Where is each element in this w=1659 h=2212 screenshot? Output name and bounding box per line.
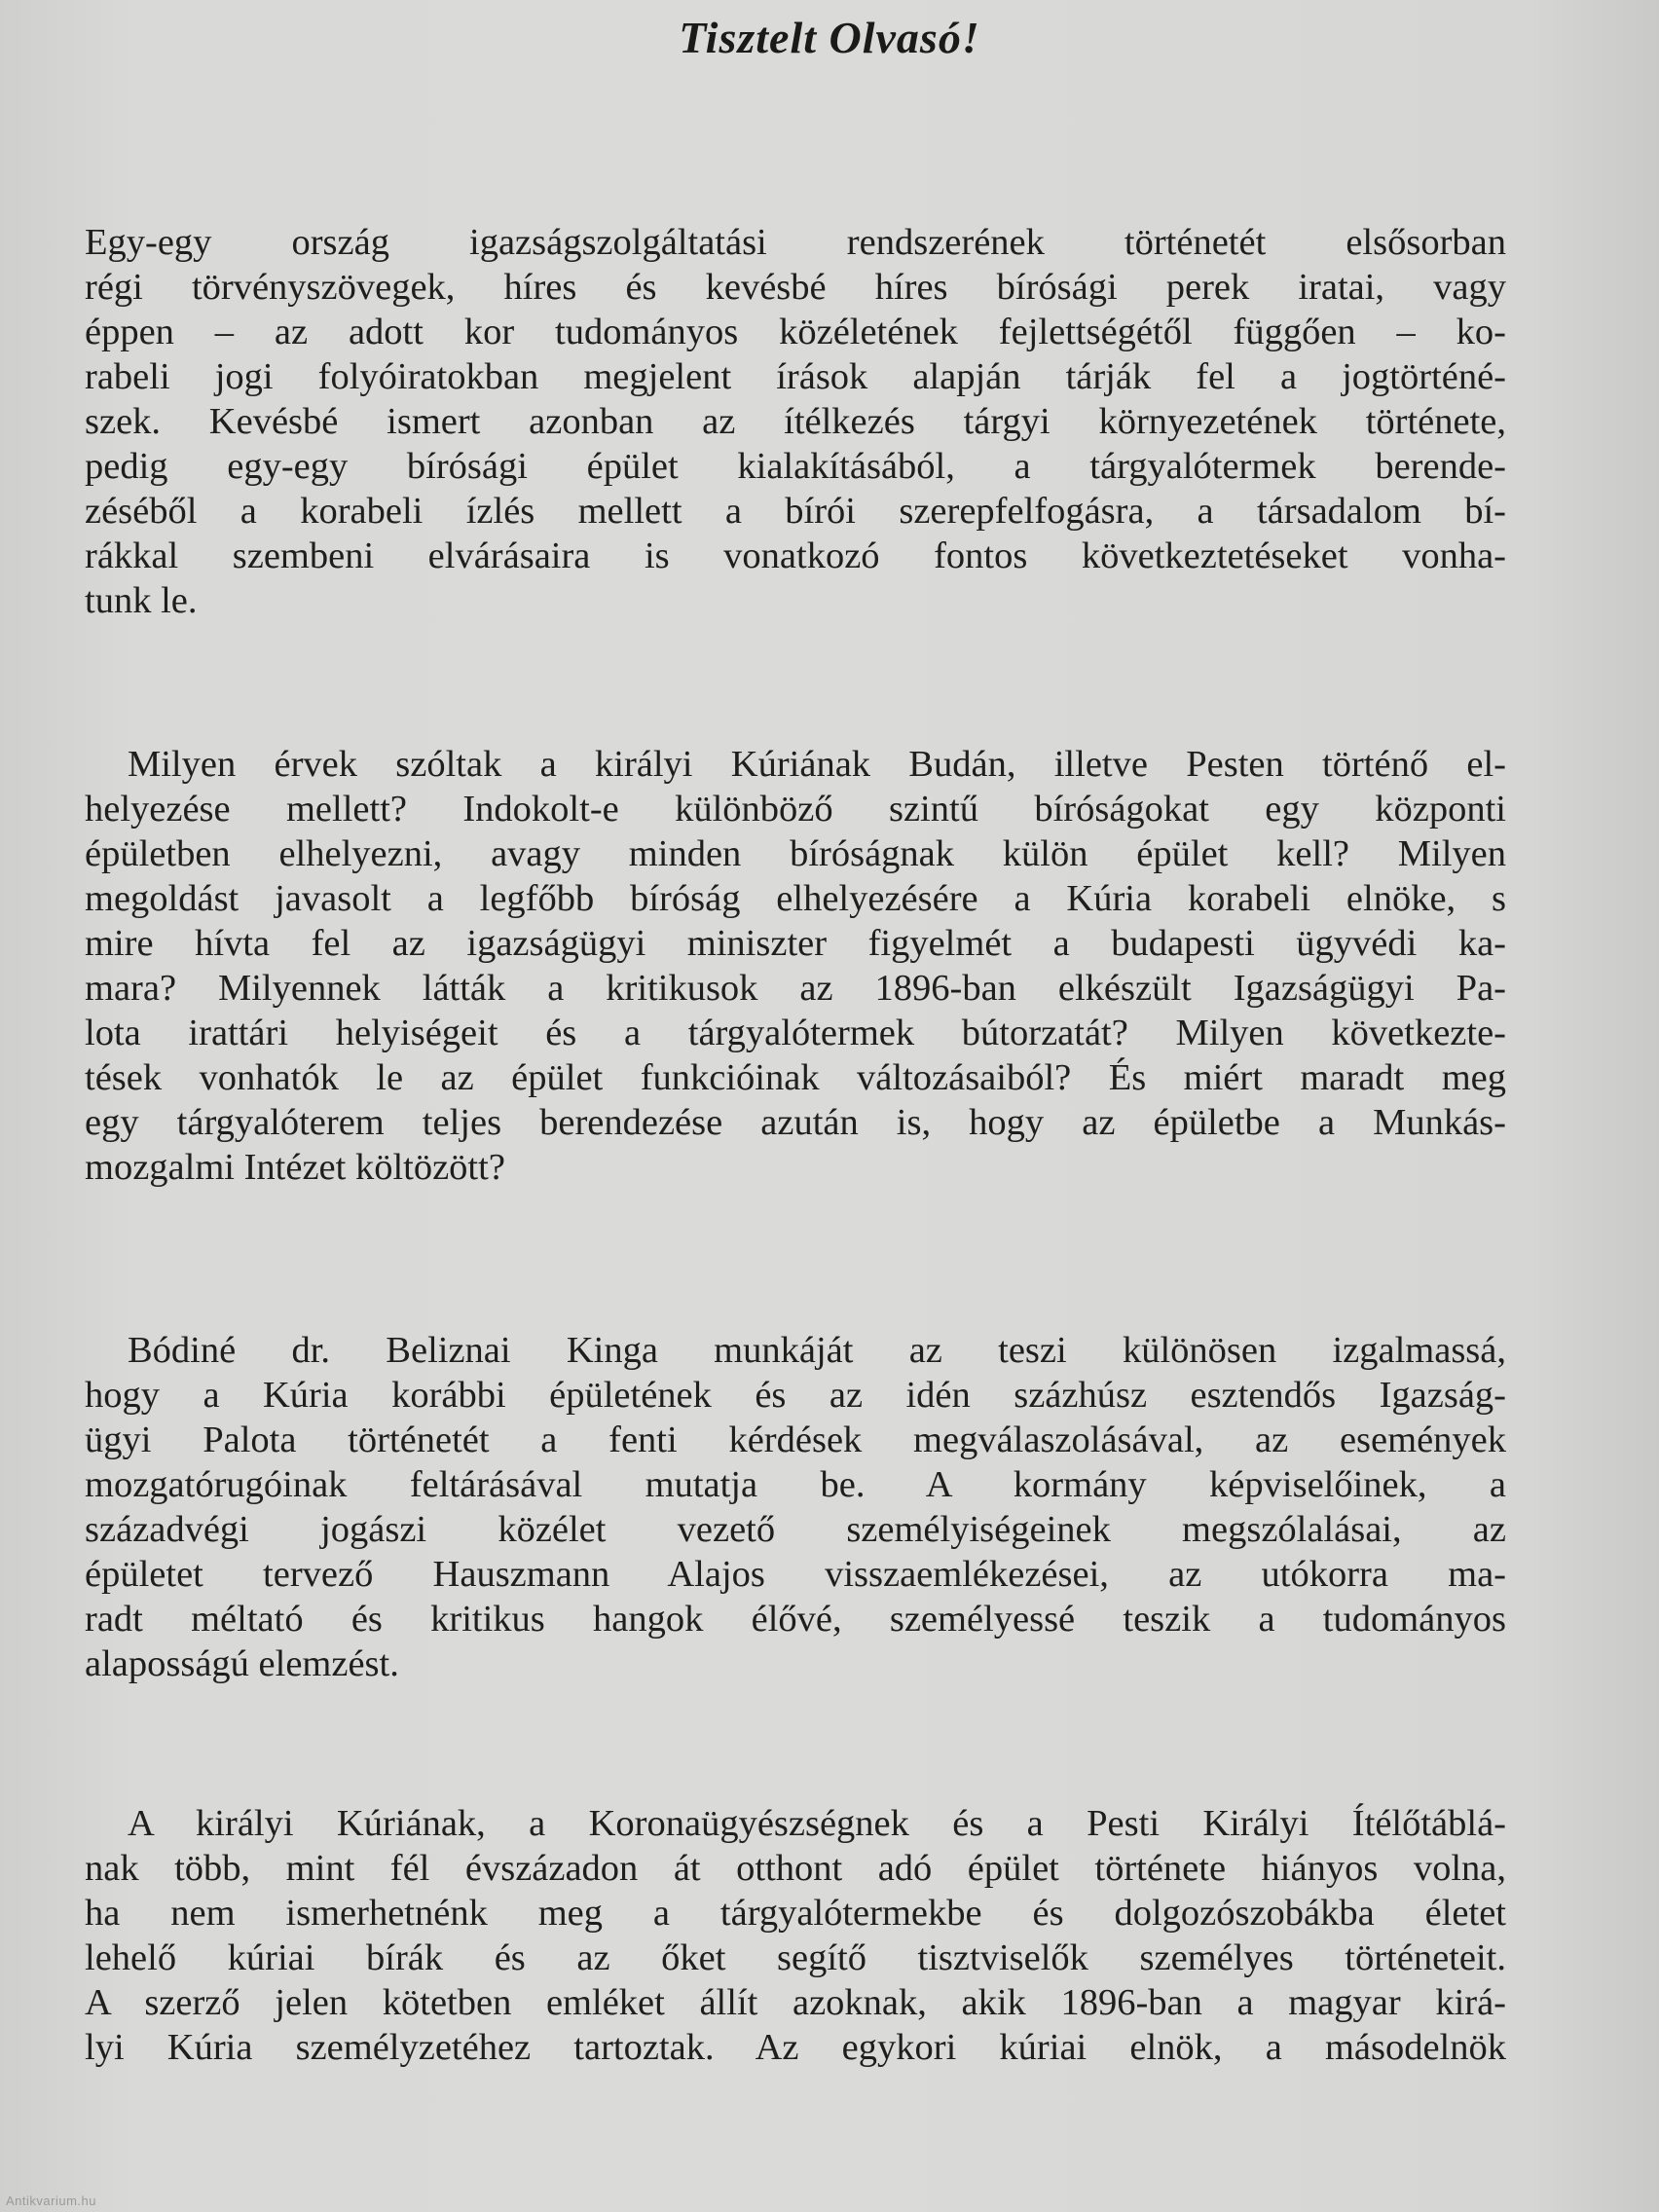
watermark: Antikvarium.hu <box>6 2194 96 2208</box>
text-line: alaposságú elemzést. <box>85 1643 399 1684</box>
text-line: rákkal szembeni elvárásaira is vonatkozó fontos következtetéseket vonha- <box>85 535 1506 576</box>
text-line: A szerző jelen kötetben emléket állít azoknak, akik 1896-ban a magyar kirá- <box>85 1982 1506 2023</box>
text-line: századvégi jogászi közélet vezető személyiségeinek megszólalásai, az <box>85 1509 1506 1550</box>
text-line: Milyen érvek szóltak a királyi Kúriának Budán, illetve Pesten történő el- <box>128 744 1506 785</box>
paragraph-2 <box>85 742 1506 1190</box>
text-line: tések vonhatók le az épület funkcióinak változásaiból? És miért maradt meg <box>85 1057 1506 1098</box>
text-line: ügyi Palota történetét a fenti kérdések megválaszolásával, az események <box>85 1419 1506 1460</box>
text-line: nak több, mint fél évszázadon át otthont adó épület története hiányos volna, <box>85 1848 1506 1889</box>
paragraph-4 <box>85 1801 1506 2070</box>
text-line: rabeli jogi folyóiratokban megjelent írások alapján tárják fel a jogtörténé- <box>85 356 1506 397</box>
text-line: helyezése mellett? Indokolt-e különböző szintű bíróságokat egy központi <box>85 789 1506 830</box>
text-line: mozgatórugóinak feltárásával mutatja be. A kormány képviselőinek, a <box>85 1464 1506 1505</box>
page-title: Tisztelt Olvasó! <box>679 13 980 62</box>
text-line: pedig egy-egy bírósági épület kialakításából, a tárgyalótermek berende- <box>85 446 1506 487</box>
text-line: lehelő kúriai bírák és az őket segítő tisztviselők személyes történeteit. <box>85 1937 1506 1978</box>
text-line: szek. Kevésbé ismert azonban az ítélkezés tárgyi környezetének története, <box>85 401 1506 442</box>
text-line: éppen – az adott kor tudományos közéletének fejlettségétől függően – ko- <box>85 312 1506 352</box>
text-line: mire hívta fel az igazságügyi miniszter figyelmét a budapesti ügyvédi ka- <box>85 923 1506 964</box>
text-line: lyi Kúria személyzetéhez tartoztak. Az egykori kúriai elnök, a másodelnök <box>85 2027 1506 2068</box>
text-line: ha nem ismerhetnénk meg a tárgyalótermekbe és dolgozószobákba életet <box>85 1893 1506 1934</box>
text-line: épületet tervező Hauszmann Alajos visszaemlékezései, az utókorra ma- <box>85 1554 1506 1595</box>
text-line: hogy a Kúria korábbi épületének és az idén százhúsz esztendős Igazság- <box>85 1375 1506 1416</box>
text-line: A királyi Kúriának, a Koronaügyészségnek és a Pesti Királyi Ítélőtáblá- <box>128 1803 1506 1844</box>
text-line: megoldást javasolt a legfőbb bíróság elhelyezésére a Kúria korabeli elnöke, s <box>85 878 1506 919</box>
text-line: zéséből a korabeli ízlés mellett a bírói szerepfelfogásra, a társadalom bí- <box>85 491 1506 532</box>
text-line: mara? Milyennek látták a kritikusok az 1896-ban elkészült Igazságügyi Pa- <box>85 968 1506 1009</box>
text-line: mozgalmi Intézet költözött? <box>85 1147 505 1188</box>
text-line: tunk le. <box>85 580 198 621</box>
text-line: egy tárgyalóterem teljes berendezése azután is, hogy az épületbe a Munkás- <box>85 1102 1506 1143</box>
text-line: régi törvényszövegek, híres és kevésbé híres bírósági perek iratai, vagy <box>85 267 1506 308</box>
text-line: épületben elhelyezni, avagy minden bíróságnak külön épület kell? Milyen <box>85 833 1506 874</box>
text-line: lota irattári helyiségeit és a tárgyalótermek bútorzatát? Milyen következte- <box>85 1013 1506 1053</box>
text-line: radt méltató és kritikus hangok élővé, személyessé teszik a tudományos <box>85 1599 1506 1640</box>
paragraph-3 <box>85 1328 1506 1686</box>
text-line: Bódiné dr. Beliznai Kinga munkáját az teszi különösen izgalmassá, <box>128 1330 1506 1371</box>
paragraph-1 <box>85 220 1506 623</box>
text-line: Egy-egy ország igazságszolgáltatási rendszerének történetét elsősorban <box>85 222 1506 263</box>
